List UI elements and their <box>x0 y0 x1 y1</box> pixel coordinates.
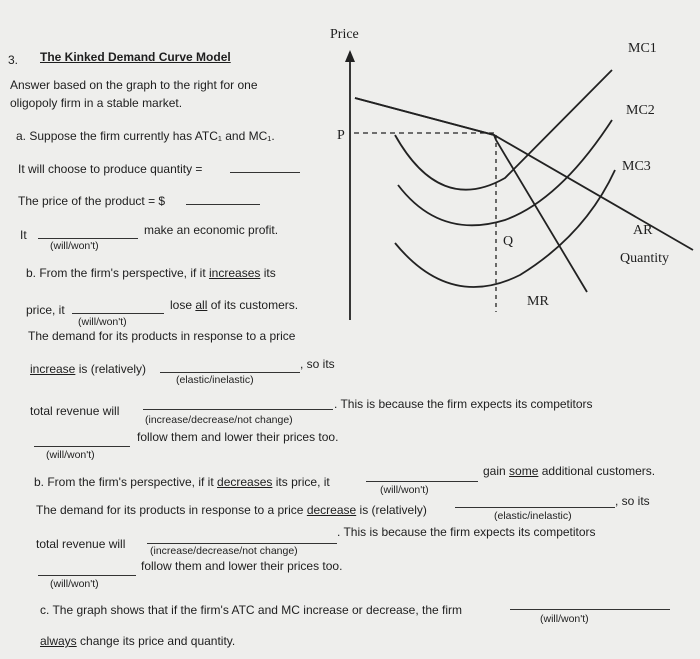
part-c-keyword: always <box>40 634 77 648</box>
profit-answer-blank[interactable] <box>38 238 138 239</box>
part-b1-line2-rest <box>170 298 298 312</box>
part-b1-follow: follow them and lower their prices too. <box>137 430 339 444</box>
mc3-label: MC3 <box>622 159 651 174</box>
part-b1-line1-suffix: its <box>263 266 276 280</box>
intro-line-2: oligopoly firm in a stable market. <box>10 96 183 110</box>
part-b2-line1-end-suffix: additional customers. <box>541 464 656 478</box>
y-axis-label: Price <box>330 27 359 42</box>
part-b1-line4 <box>30 362 146 376</box>
mc3-curve <box>395 170 615 287</box>
part-a-price-prefix: The price of the product = $ <box>18 194 166 208</box>
part-b2-line1-end <box>483 464 655 478</box>
mc1-label: MC1 <box>628 41 657 56</box>
part-b2-revenue-hint: (increase/decrease/not change) <box>150 545 298 557</box>
gain-customers-blank[interactable] <box>366 481 478 482</box>
part-b1-line3: The demand for its products in response to a price <box>28 329 296 343</box>
part-b2-line2-keyword: decrease <box>306 503 357 517</box>
part-b1-line2-hint: (will/won't) <box>78 316 127 328</box>
part-b2-line1-end-prefix: gain <box>483 464 506 478</box>
part-b2-line2-rest: is (relatively) <box>359 503 427 517</box>
part-b1-line2-suffix: of its customers. <box>210 298 299 312</box>
part-b2-line2 <box>36 503 427 517</box>
part-a-profit-hint: (will/won't) <box>50 240 99 252</box>
competitors-decrease-blank[interactable] <box>38 575 136 576</box>
part-b2-follow-hint: (will/won't) <box>50 578 99 590</box>
part-c-prefix: c. The graph shows that if the firm's ATC and MC increase or decrease, the firm <box>40 603 463 617</box>
ar-label: AR <box>633 223 653 238</box>
question-title: The Kinked Demand Curve Model <box>40 50 231 64</box>
part-b1-line2-prefix: price, it <box>26 303 65 317</box>
elasticity-decrease-blank[interactable] <box>455 507 615 508</box>
part-b1-revenue-suffix: . This is because the firm expects its competitors <box>334 397 593 411</box>
part-b1-follow-hint: (will/won't) <box>46 449 95 461</box>
mc2-label: MC2 <box>626 103 655 118</box>
part-b2-line1-hint: (will/won't) <box>380 484 429 496</box>
part-b2-follow: follow them and lower their prices too. <box>141 559 343 573</box>
part-b2-revenue-suffix: . This is because the firm expects its competitors <box>337 525 596 539</box>
lose-customers-blank[interactable] <box>72 313 164 314</box>
part-c-line2 <box>40 634 235 648</box>
part-b1-line4-suffix: , so its <box>300 357 335 371</box>
part-c-suffix: change its price and quantity. <box>80 634 236 648</box>
part-b2-line1-suffix: its price, it <box>275 475 330 489</box>
part-a-quantity-prefix: It will choose to produce quantity = <box>18 162 203 176</box>
part-b1-line1-prefix: b. From the firm's perspective, if it <box>26 266 206 280</box>
mc2-curve <box>398 120 612 225</box>
part-b2-line1 <box>34 475 330 489</box>
revenue-decrease-blank[interactable] <box>147 543 337 544</box>
part-b1-line1-keyword: increases <box>209 266 261 280</box>
price-answer-blank[interactable] <box>186 204 260 205</box>
part-b2-line1-end-keyword: some <box>509 464 539 478</box>
x-axis-label: Quantity <box>620 251 669 266</box>
part-b1-line4-hint: (elastic/inelastic) <box>176 374 254 386</box>
price-axis-arrow <box>345 50 355 62</box>
part-b1-line4-keyword: increase <box>30 362 76 376</box>
elasticity-increase-blank[interactable] <box>160 372 300 373</box>
part-a-profit-suffix: make an economic profit. <box>144 223 279 237</box>
part-c-hint: (will/won't) <box>540 613 589 625</box>
quantity-answer-blank[interactable] <box>230 172 300 173</box>
mr-label: MR <box>527 294 549 309</box>
competitors-increase-blank[interactable] <box>34 446 130 447</box>
part-b1-line2-mid: lose <box>170 298 193 312</box>
mc1-curve <box>395 70 612 190</box>
part-b2-revenue-prefix: total revenue will <box>36 537 126 551</box>
part-b2-line2-suffix: , so its <box>615 494 650 508</box>
price-label: P <box>337 128 345 143</box>
part-b2-line2-prefix: The demand for its products in response to a price <box>36 503 304 517</box>
part-b1-line4-rest: is (relatively) <box>78 362 147 376</box>
mr-curve <box>355 98 587 292</box>
part-b1-revenue-prefix: total revenue will <box>30 404 120 418</box>
part-a-prompt: a. Suppose the firm currently has ATC₁ and MC₁. <box>16 129 275 143</box>
part-a-profit-it: It <box>20 228 27 242</box>
part-b1-line1 <box>26 266 276 280</box>
part-b2-line1-keyword: decreases <box>217 475 273 489</box>
quantity-label: Q <box>503 234 514 249</box>
part-b2-line1-prefix: b. From the firm's perspective, if it <box>34 475 214 489</box>
part-b1-line2-keyword: all <box>195 298 208 312</box>
part-b1-revenue-hint: (increase/decrease/not change) <box>145 414 293 426</box>
revenue-increase-blank[interactable] <box>143 409 333 410</box>
intro-line-1: Answer based on the graph to the right for one <box>10 78 258 92</box>
part-c-answer-blank[interactable] <box>510 609 670 610</box>
part-b2-line2-hint: (elastic/inelastic) <box>494 510 572 522</box>
question-number: 3. <box>8 53 19 67</box>
